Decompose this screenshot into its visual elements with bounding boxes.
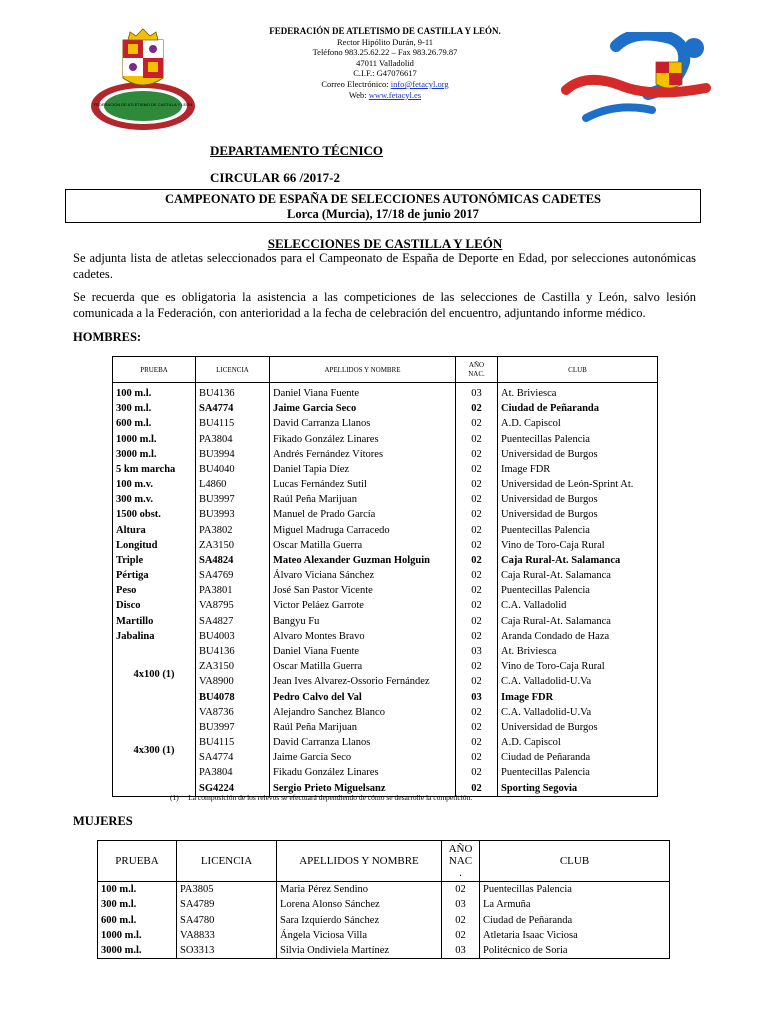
cell-prueba: Triple <box>113 553 196 568</box>
cell-licencia: SG4224 <box>196 780 270 796</box>
cell-nombre: Lucas Fernández Sutil <box>270 477 456 492</box>
cell-prueba: 1500 obst. <box>113 507 196 522</box>
cell-licencia: SA4827 <box>196 614 270 629</box>
email-link[interactable]: info@fetacyl.org <box>390 78 449 89</box>
cell-club: Puentecillas Palencia <box>480 882 670 898</box>
cell-nombre: Andrés Fernández Vítores <box>270 447 456 462</box>
note-text: La composición de los relevos se efectuará dependiendo de cómo se desarrolle la competición. <box>188 793 473 802</box>
cell-prueba: Jabalina <box>113 629 196 644</box>
cell-ano: 02 <box>456 720 498 735</box>
cell-nombre: Daniel Viana Fuente <box>270 383 456 402</box>
table-row <box>113 598 658 613</box>
cell-club: Politécnico de Soria <box>480 943 670 959</box>
cell-nombre: Sara Izquierdo Sánchez <box>277 913 442 928</box>
cell-prueba: 300 m.l. <box>98 897 177 912</box>
web-link[interactable]: www.fetacyl.es <box>368 89 422 100</box>
cell-licencia: ZA3150 <box>196 538 270 553</box>
cell-club: Universidad de Burgos <box>498 447 658 462</box>
cell-prueba: 4x100 (1) <box>113 644 196 705</box>
logo-text: FEDERACION DE ATLETISMO DE CASTILLA Y LEON <box>93 102 193 107</box>
table-row <box>113 383 658 402</box>
col-ano-3: . <box>459 867 462 879</box>
cell-club: Puentecillas Palencia <box>498 765 658 780</box>
city: 47011 Valladolid <box>356 57 414 68</box>
cell-club: Puentecillas Palencia <box>498 583 658 598</box>
cell-nombre: Jean Ives Alvarez-Ossorio Fernández <box>270 674 456 689</box>
cell-club: Aranda Condado de Haza <box>498 629 658 644</box>
table-row <box>113 492 658 507</box>
cell-nombre: Álvaro Viciana Sánchez <box>270 568 456 583</box>
cell-club: C.A. Valladolid <box>498 598 658 613</box>
cell-club: Caja Rural-At. Salamanca <box>498 553 658 568</box>
table-row <box>113 477 658 492</box>
cell-club: Universidad de León-Sprint At. <box>498 477 658 492</box>
address: Rector Hipólito Durán, 9-11 <box>337 36 433 47</box>
cell-nombre: Jaime Garcia Seco <box>270 750 456 765</box>
cell-prueba: Longitud <box>113 538 196 553</box>
col-nombre: APELLIDOS Y NOMBRE <box>270 357 456 383</box>
cell-ano: 02 <box>456 705 498 720</box>
cell-ano: 02 <box>442 882 480 898</box>
women-table <box>97 840 670 959</box>
cell-prueba: 100 m.l. <box>98 882 177 898</box>
cell-ano: 02 <box>456 614 498 629</box>
table-row <box>113 614 658 629</box>
cell-licencia: PA3802 <box>196 523 270 538</box>
cell-licencia: SA4824 <box>196 553 270 568</box>
selections-title: SELECCIONES DE CASTILLA Y LEÓN <box>267 236 503 251</box>
cell-ano: 02 <box>456 462 498 477</box>
cell-ano: 03 <box>456 644 498 659</box>
cell-nombre: Manuel de Prado García <box>270 507 456 522</box>
cell-club: A.D. Capiscol <box>498 735 658 750</box>
cell-licencia: SA4774 <box>196 401 270 416</box>
cell-nombre: Daniel Tapia Díez <box>270 462 456 477</box>
event-title: CAMPEONATO DE ESPAÑA DE SELECCIONES AUTONÓMICAS CADETES <box>165 192 601 206</box>
cell-licencia: PA3805 <box>177 882 277 898</box>
table-row <box>113 629 658 644</box>
col-ano-2: NAC. <box>468 369 485 378</box>
cell-licencia: BU4003 <box>196 629 270 644</box>
cell-nombre: Jaime Garcia Seco <box>270 401 456 416</box>
cell-club: C.A. Valladolid-U.Va <box>498 705 658 720</box>
paragraph-attendance: Se recuerda que es obligatoria la asistencia a las competiciones de las selecciones de Castilla y León, salvo lesión comunicada a la Federación, con anterioridad a la fecha de celebración del encuentro, adjuntando informe médico. <box>73 290 696 320</box>
col-ano-1: AÑO <box>448 843 473 855</box>
men-table <box>112 356 658 797</box>
cell-licencia: BU4040 <box>196 462 270 477</box>
cell-nombre: Maria Pérez Sendino <box>277 882 442 898</box>
women-table-header <box>98 841 670 882</box>
cell-licencia: VA8795 <box>196 598 270 613</box>
cell-licencia: BU3997 <box>196 720 270 735</box>
cell-club: Universidad de Burgos <box>498 492 658 507</box>
cell-prueba: 300 m.l. <box>113 401 196 416</box>
cell-nombre: Oscar Matilla Guerra <box>270 538 456 553</box>
cell-prueba: 1000 m.l. <box>113 432 196 447</box>
cell-club: Sporting Segovia <box>498 780 658 796</box>
table-row <box>113 416 658 431</box>
col-club: CLUB <box>480 841 670 882</box>
men-table-body <box>113 383 658 797</box>
cell-licencia: BU4115 <box>196 416 270 431</box>
table-row <box>113 553 658 568</box>
cell-licencia: SA4769 <box>196 568 270 583</box>
cell-nombre: Raúl Peña Marijuan <box>270 720 456 735</box>
table-row <box>98 882 670 898</box>
cell-ano: 02 <box>456 507 498 522</box>
col-prueba: PRUEBA <box>98 841 177 882</box>
cell-nombre: Fikado González Linares <box>270 432 456 447</box>
cell-club: Universidad de Burgos <box>498 720 658 735</box>
cell-club: Image FDR <box>498 689 658 704</box>
cell-nombre: Miguel Madruga Carracedo <box>270 523 456 538</box>
cell-prueba: 4x300 (1) <box>113 705 196 797</box>
cell-nombre: David Carranza Llanos <box>270 735 456 750</box>
cell-ano: 02 <box>442 913 480 928</box>
cell-club: A.D. Capiscol <box>498 416 658 431</box>
col-club: CLUB <box>498 357 658 383</box>
cell-prueba: Altura <box>113 523 196 538</box>
cell-prueba: 3000 m.l. <box>113 447 196 462</box>
cell-licencia: SA4789 <box>177 897 277 912</box>
col-nombre: APELLIDOS Y NOMBRE <box>277 841 442 882</box>
cell-prueba: 100 m.v. <box>113 477 196 492</box>
cell-licencia: BU4078 <box>196 689 270 704</box>
table-row <box>113 447 658 462</box>
table-row <box>113 507 658 522</box>
org-name: FEDERACIÓN DE ATLETISMO DE CASTILLA Y LEÓN. <box>269 26 501 36</box>
cell-club: Vino de Toro-Caja Rural <box>498 538 658 553</box>
cell-nombre: Fikadu González Linares <box>270 765 456 780</box>
cell-nombre: Sergio Prieto Miguelsanz <box>270 780 456 796</box>
cell-nombre: Pedro Calvo del Val <box>270 689 456 704</box>
cell-club: C.A. Valladolid-U.Va <box>498 674 658 689</box>
phones: Teléfono 983.25.62.22 – Fax 983.26.79.87 <box>312 47 458 58</box>
table-row <box>113 523 658 538</box>
email-label: Correo Electrónico: <box>321 78 389 89</box>
cell-nombre: Victor Peláez Garrote <box>270 598 456 613</box>
cif: C.I.F.: G47076617 <box>353 68 417 79</box>
cell-nombre: Daniel Viana Fuente <box>270 644 456 659</box>
cell-licencia: VA8833 <box>177 928 277 943</box>
women-table-body <box>98 882 670 959</box>
cell-ano: 03 <box>442 943 480 959</box>
cell-licencia: SA4780 <box>177 913 277 928</box>
cell-ano: 02 <box>456 568 498 583</box>
email-line <box>200 79 570 90</box>
cell-nombre: Ángela Viciosa Villa <box>277 928 442 943</box>
col-ano <box>456 357 498 383</box>
cell-licencia: PA3804 <box>196 432 270 447</box>
web-line <box>200 90 570 101</box>
cell-licencia: L4860 <box>196 477 270 492</box>
cell-licencia: VA8900 <box>196 674 270 689</box>
col-ano-1: AÑO <box>468 360 485 369</box>
cell-nombre: Mateo Alexander Guzman Holguin <box>270 553 456 568</box>
cell-licencia: BU4115 <box>196 735 270 750</box>
cell-club: Ciudad de Peñaranda <box>498 750 658 765</box>
cell-club: At. Briviesca <box>498 383 658 402</box>
relay-note <box>170 793 472 802</box>
cell-licencia: ZA3150 <box>196 659 270 674</box>
cell-ano: 02 <box>456 492 498 507</box>
cell-licencia: SA4774 <box>196 750 270 765</box>
cell-prueba: Pértiga <box>113 568 196 583</box>
cell-nombre: Silvia Ondiviela Martínez <box>277 943 442 959</box>
cell-club: Caja Rural-At. Salamanca <box>498 568 658 583</box>
note-mark: (1) <box>170 793 179 802</box>
cell-licencia: BU3993 <box>196 507 270 522</box>
circular-number: CIRCULAR 66 /2017-2 <box>210 170 340 185</box>
cell-nombre: Lorena Alonso Sánchez <box>277 897 442 912</box>
cell-club: Puentecillas Palencia <box>498 523 658 538</box>
cell-ano: 02 <box>456 477 498 492</box>
cell-ano: 02 <box>456 432 498 447</box>
cell-ano: 02 <box>456 765 498 780</box>
athlete-logo <box>556 32 718 132</box>
web-label: Web: <box>348 89 367 100</box>
letterhead <box>200 26 570 100</box>
table-row <box>98 928 670 943</box>
table-row <box>113 462 658 477</box>
cell-prueba: Disco <box>113 598 196 613</box>
cell-licencia: PA3801 <box>196 583 270 598</box>
paragraph-intro: Se adjunta lista de atletas seleccionados para el Campeonato de España de Deporte en Edad, por selecciones autonómicas cadetes. <box>73 251 696 281</box>
cell-ano: 03 <box>456 383 498 402</box>
cell-ano: 02 <box>456 553 498 568</box>
cell-prueba: 3000 m.l. <box>98 943 177 959</box>
cell-ano: 02 <box>442 928 480 943</box>
event-box <box>65 189 701 223</box>
cell-licencia: BU4136 <box>196 383 270 402</box>
table-row <box>113 401 658 416</box>
table-row <box>113 644 658 659</box>
cell-licencia: VA8736 <box>196 705 270 720</box>
cell-ano: 02 <box>456 538 498 553</box>
cell-ano: 02 <box>456 629 498 644</box>
cell-prueba: 300 m.v. <box>113 492 196 507</box>
cell-ano: 02 <box>456 523 498 538</box>
cell-club: La Armuña <box>480 897 670 912</box>
cell-ano: 02 <box>456 447 498 462</box>
cell-club: At. Briviesca <box>498 644 658 659</box>
cell-ano: 02 <box>456 416 498 431</box>
event-place-date: Lorca (Murcia), 17/18 de junio 2017 <box>287 207 479 221</box>
cell-club: Ciudad de Peñaranda <box>480 913 670 928</box>
table-row <box>113 538 658 553</box>
cell-nombre: Raúl Peña Marijuan <box>270 492 456 507</box>
cell-ano: 02 <box>456 780 498 796</box>
department: DEPARTAMENTO TÉCNICO <box>210 143 384 158</box>
cell-club: Vino de Toro-Caja Rural <box>498 659 658 674</box>
federation-logo <box>88 26 198 134</box>
cell-prueba: Martillo <box>113 614 196 629</box>
cell-ano: 02 <box>456 750 498 765</box>
cell-nombre: Alejandro Sanchez Blanco <box>270 705 456 720</box>
cell-prueba: 600 m.l. <box>98 913 177 928</box>
cell-licencia: PA3804 <box>196 765 270 780</box>
cell-club: Ciudad de Peñaranda <box>498 401 658 416</box>
cell-licencia: BU4136 <box>196 644 270 659</box>
table-row <box>98 913 670 928</box>
women-title: MUJERES <box>73 814 133 828</box>
cell-club: Universidad de Burgos <box>498 507 658 522</box>
cell-club: Puentecillas Palencia <box>498 432 658 447</box>
col-ano <box>442 841 480 882</box>
cell-prueba: Peso <box>113 583 196 598</box>
cell-prueba: 5 km marcha <box>113 462 196 477</box>
cell-ano: 02 <box>456 735 498 750</box>
cell-ano: 02 <box>456 598 498 613</box>
cell-licencia: SO3313 <box>177 943 277 959</box>
table-row <box>98 943 670 959</box>
cell-nombre: Bangyu Fu <box>270 614 456 629</box>
cell-ano: 02 <box>456 583 498 598</box>
table-row <box>113 432 658 447</box>
table-row <box>113 568 658 583</box>
cell-ano: 03 <box>442 897 480 912</box>
table-row <box>98 897 670 912</box>
col-licencia: LICENCIA <box>177 841 277 882</box>
cell-licencia: BU3994 <box>196 447 270 462</box>
cell-nombre: Oscar Matilla Guerra <box>270 659 456 674</box>
cell-club: Image FDR <box>498 462 658 477</box>
col-ano-2: NAC <box>448 855 473 867</box>
col-licencia: LICENCIA <box>196 357 270 383</box>
cell-prueba: 600 m.l. <box>113 416 196 431</box>
cell-ano: 02 <box>456 401 498 416</box>
cell-club: Atletaria Isaac Viciosa <box>480 928 670 943</box>
cell-prueba: 1000 m.l. <box>98 928 177 943</box>
cell-nombre: José San Pastor Vicente <box>270 583 456 598</box>
table-row <box>113 705 658 720</box>
cell-club: Caja Rural-At. Salamanca <box>498 614 658 629</box>
cell-ano: 02 <box>456 659 498 674</box>
cell-ano: 03 <box>456 689 498 704</box>
cell-nombre: David Carranza Llanos <box>270 416 456 431</box>
men-title: HOMBRES: <box>73 330 142 344</box>
men-table-header <box>113 357 658 383</box>
cell-nombre: Alvaro Montes Bravo <box>270 629 456 644</box>
cell-licencia: BU3997 <box>196 492 270 507</box>
cell-prueba: 100 m.l. <box>113 383 196 402</box>
col-prueba: PRUEBA <box>113 357 196 383</box>
table-row <box>113 583 658 598</box>
cell-ano: 02 <box>456 674 498 689</box>
